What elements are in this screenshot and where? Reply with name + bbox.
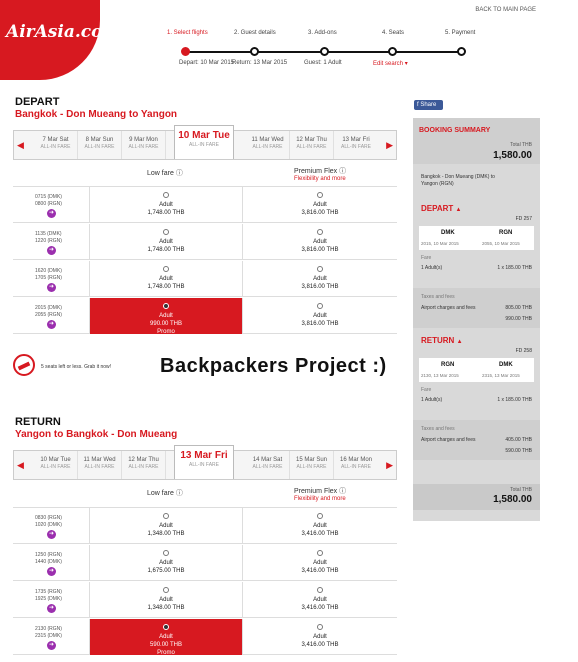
depart-flight-number: FD 257 xyxy=(515,216,532,222)
table-row xyxy=(13,298,397,334)
return-date-15mar[interactable]: 15 Mar Sun ALL-IN FARE xyxy=(290,451,334,479)
radio-button[interactable] xyxy=(317,550,323,556)
step-guest-details[interactable]: 2. Guest details xyxy=(234,30,276,36)
seats-left-note: 5 seats left or less. Grab it now! xyxy=(13,354,153,378)
collapse-icon: ▲ xyxy=(456,339,463,345)
fare-label: Fare xyxy=(421,255,432,261)
depart-date-11mar[interactable]: 11 Mar Wed ALL-IN FARE xyxy=(246,131,290,159)
taxes-label: Taxes and fees xyxy=(421,294,455,300)
facebook-icon: f xyxy=(417,102,419,108)
edit-search-link[interactable]: Edit search ▾ xyxy=(373,61,408,67)
low-fare-option[interactable]: Adult 1,748.00 THB xyxy=(89,224,243,260)
depart-fare-pax: 1 Adult(s) xyxy=(421,265,443,271)
logo-text: AirAsia.com xyxy=(6,22,121,42)
collapse-icon: ▲ xyxy=(455,207,462,213)
fare-label: Fare xyxy=(421,387,432,393)
premium-flex-header: Premium Flex ⓘ Flexibility and more xyxy=(294,488,347,502)
radio-button-selected[interactable] xyxy=(163,624,169,630)
prev-dates-icon[interactable]: ◀ xyxy=(17,140,24,150)
depart-date-13mar[interactable]: 13 Mar Fri ALL-IN FARE xyxy=(340,137,371,150)
depart-date-9mar[interactable]: 9 Mar Mon ALL-IN FARE xyxy=(122,131,166,159)
radio-button[interactable] xyxy=(317,513,323,519)
progress-steps xyxy=(160,30,480,70)
low-fare-option-selected[interactable]: Adult 990.00 THB Promo xyxy=(89,298,243,334)
promo-badge: Promo xyxy=(157,329,175,335)
flight-details-icon[interactable]: ➜ xyxy=(48,531,55,537)
caret-down-icon: ▾ xyxy=(404,61,408,67)
booking-summary xyxy=(413,118,540,521)
step-dot-3 xyxy=(320,47,329,56)
overlay-caption: Backpackers Project :) xyxy=(160,355,387,377)
radio-button-selected[interactable] xyxy=(163,303,169,309)
radio-button[interactable] xyxy=(317,303,323,309)
info-icon[interactable]: ⓘ xyxy=(175,490,183,497)
step-dot-4 xyxy=(388,47,397,56)
radio-button[interactable] xyxy=(317,624,323,630)
step-add-ons[interactable]: 3. Add-ons xyxy=(308,30,337,36)
flight-times: 1250 (RGN) 1440 (DMK) xyxy=(35,552,62,565)
flight-times: 1620 (DMK) 1705 (RGN) xyxy=(35,268,62,281)
step-dot-2 xyxy=(250,47,259,56)
return-route: Yangon to Bangkok - Don Mueang xyxy=(15,429,178,440)
depart-fare-amount: 1 x 185.00 THB xyxy=(497,265,532,271)
next-dates-icon[interactable]: ▶ xyxy=(386,460,393,470)
taxes-label: Taxes and fees xyxy=(421,426,455,432)
return-date-12mar[interactable]: 12 Mar Thu ALL-IN FARE xyxy=(122,451,166,479)
radio-button[interactable] xyxy=(317,192,323,198)
flight-details-icon[interactable]: ➜ xyxy=(48,247,55,253)
flight-times: 1135 (DMK) 1220 (RGN) xyxy=(35,231,62,244)
premium-flex-option[interactable]: Adult 3,816.00 THB xyxy=(243,224,397,260)
back-to-main-link[interactable]: BACK TO MAIN PAGE xyxy=(475,7,536,13)
return-date-14mar[interactable]: 14 Mar Sat ALL-IN FARE xyxy=(246,451,290,479)
table-row xyxy=(13,619,397,655)
depart-date-8mar[interactable]: 8 Mar Sun ALL-IN FARE xyxy=(78,131,122,159)
premium-flex-option[interactable]: Adult 3,416.00 THB xyxy=(243,582,397,618)
table-row xyxy=(13,261,397,297)
flexibility-link[interactable]: Flexibility and more xyxy=(294,176,346,182)
depart-flight-table xyxy=(13,186,397,334)
step-dot-1 xyxy=(181,47,190,56)
flight-details-icon[interactable]: ➜ xyxy=(48,568,55,574)
summary-title: BOOKING SUMMARY xyxy=(419,127,491,134)
depart-title: DEPART xyxy=(15,96,60,108)
return-date-13mar-selected[interactable]: 13 Mar Fri ALL-IN FARE xyxy=(174,445,234,479)
depart-date-selector xyxy=(13,130,397,160)
flight-details-icon[interactable]: ➜ xyxy=(48,284,55,290)
return-tax-label: Airport charges and fees xyxy=(421,437,476,443)
radio-button[interactable] xyxy=(317,587,323,593)
flight-details-icon[interactable]: ➜ xyxy=(48,321,55,327)
prev-dates-icon[interactable]: ◀ xyxy=(17,460,24,470)
premium-flex-option[interactable]: Adult 3,416.00 THB xyxy=(243,619,397,655)
return-fare-pax: 1 Adult(s) xyxy=(421,397,443,403)
flight-details-icon[interactable]: ➜ xyxy=(48,642,55,648)
low-fare-option[interactable]: Adult 1,348.00 THB xyxy=(89,582,243,618)
step-select-flights[interactable]: 1. Select flights xyxy=(167,30,208,36)
low-fare-option[interactable]: Adult 1,748.00 THB xyxy=(89,187,243,223)
return-flight-table xyxy=(13,507,397,657)
return-title: RETURN xyxy=(15,416,61,428)
low-fare-option-selected[interactable]: Adult 590.00 THB Promo xyxy=(89,619,243,655)
depart-route: Bangkok - Don Mueang to Yangon xyxy=(15,109,178,120)
flight-times: 0830 (RGN) 1020 (DMK) xyxy=(35,515,62,528)
depart-date-7mar[interactable]: 7 Mar Sat ALL-IN FARE xyxy=(34,131,78,159)
low-fare-option[interactable]: Adult 1,675.00 THB xyxy=(89,545,243,581)
guest-info: Guest: 1 Adult xyxy=(304,60,342,66)
return-route-box: RGN DMK 2130, 13 Mar 2015 2315, 13 Mar 2015 xyxy=(419,358,534,382)
radio-button[interactable] xyxy=(163,550,169,556)
depart-tax-amount: 805.00 THB xyxy=(505,305,532,311)
flight-times: 2130 (RGN) 2315 (DMK) xyxy=(35,626,62,639)
premium-flex-option[interactable]: Adult 3,416.00 THB xyxy=(243,508,397,544)
table-row xyxy=(13,508,397,544)
flight-details-icon[interactable]: ➜ xyxy=(48,605,55,611)
radio-button[interactable] xyxy=(163,587,169,593)
radio-button[interactable] xyxy=(163,513,169,519)
info-icon[interactable]: ⓘ xyxy=(339,488,347,495)
depart-tax-label: Airport charges and fees xyxy=(421,305,476,311)
table-row xyxy=(13,224,397,260)
low-fare-header: Low fare ⓘ xyxy=(147,170,183,177)
bottom-total-label: Total THB xyxy=(510,487,532,493)
no-entry-icon xyxy=(13,354,35,376)
table-row xyxy=(13,582,397,618)
return-date-selector xyxy=(13,450,397,480)
return-tax-amount: 405.00 THB xyxy=(505,437,532,443)
next-dates-icon[interactable]: ▶ xyxy=(386,140,393,150)
depart-subtotal: 990.00 THB xyxy=(505,316,532,322)
return-flight-number: FD 258 xyxy=(515,348,532,354)
depart-date-10mar-selected[interactable]: 10 Mar Tue ALL-IN FARE xyxy=(174,125,234,159)
total-amount: 1,580.00 xyxy=(493,150,532,161)
flight-times: 1735 (RGN) 1925 (DMK) xyxy=(35,589,62,602)
total-label: Total THB xyxy=(510,142,532,148)
return-date-10mar[interactable]: 10 Mar Tue ALL-IN FARE xyxy=(34,451,78,479)
table-row xyxy=(13,187,397,223)
flexibility-link[interactable]: Flexibility and more xyxy=(294,496,346,502)
low-fare-option[interactable]: Adult 1,748.00 THB xyxy=(89,261,243,297)
summary-depart-head[interactable]: DEPART ▲ xyxy=(421,204,462,213)
depart-date-12mar[interactable]: 12 Mar Thu ALL-IN FARE xyxy=(290,131,334,159)
depart-route-box: DMK RGN 2015, 10 Mar 2015 2055, 10 Mar 2015 xyxy=(419,226,534,250)
return-date-info: Return: 13 Mar 2015 xyxy=(232,60,288,66)
premium-flex-option[interactable]: Adult 3,416.00 THB xyxy=(243,545,397,581)
return-subtotal: 590.00 THB xyxy=(505,448,532,454)
step-seats[interactable]: 4. Seats xyxy=(382,30,405,36)
promo-badge: Promo xyxy=(157,650,175,656)
low-fare-header: Low fare ⓘ xyxy=(147,490,183,497)
premium-flex-header: Premium Flex ⓘ Flexibility and more xyxy=(294,168,347,182)
premium-flex-option[interactable]: Adult 3,816.00 THB xyxy=(243,298,397,334)
radio-button[interactable] xyxy=(163,266,169,272)
depart-date-info: Depart: 10 Mar 2015 xyxy=(179,60,235,66)
return-date-11mar[interactable]: 11 Mar Wed ALL-IN FARE xyxy=(78,451,122,479)
return-date-16mar[interactable]: 16 Mar Mon ALL-IN FARE xyxy=(339,457,372,470)
premium-flex-option[interactable]: Adult 3,816.00 THB xyxy=(243,187,397,223)
summary-return-head[interactable]: RETURN ▲ xyxy=(421,336,463,345)
airasia-logo[interactable] xyxy=(0,0,121,80)
low-fare-option[interactable]: Adult 1,348.00 THB xyxy=(89,508,243,544)
info-icon[interactable]: ⓘ xyxy=(175,170,183,177)
flight-times: 0715 (DMK) 0800 (RGN) xyxy=(35,194,62,207)
return-fare-amount: 1 x 185.00 THB xyxy=(497,397,532,403)
facebook-share-button[interactable]: f Share xyxy=(414,100,443,110)
premium-flex-option[interactable]: Adult 3,816.00 THB xyxy=(243,261,397,297)
radio-button[interactable] xyxy=(317,229,323,235)
summary-route: Bangkok - Don Mueang (DMK) to Yangon (RGN) xyxy=(421,174,495,187)
bottom-total-amount: 1,580.00 xyxy=(493,494,532,505)
flight-details-icon[interactable]: ➜ xyxy=(48,210,55,216)
step-payment[interactable]: 5. Payment xyxy=(445,30,476,36)
radio-button[interactable] xyxy=(317,266,323,272)
radio-button[interactable] xyxy=(163,192,169,198)
radio-button[interactable] xyxy=(163,229,169,235)
step-dot-5 xyxy=(457,47,466,56)
table-row xyxy=(13,545,397,581)
info-icon[interactable]: ⓘ xyxy=(339,168,347,175)
flight-times: 2015 (DMK) 2055 (RGN) xyxy=(35,305,62,318)
